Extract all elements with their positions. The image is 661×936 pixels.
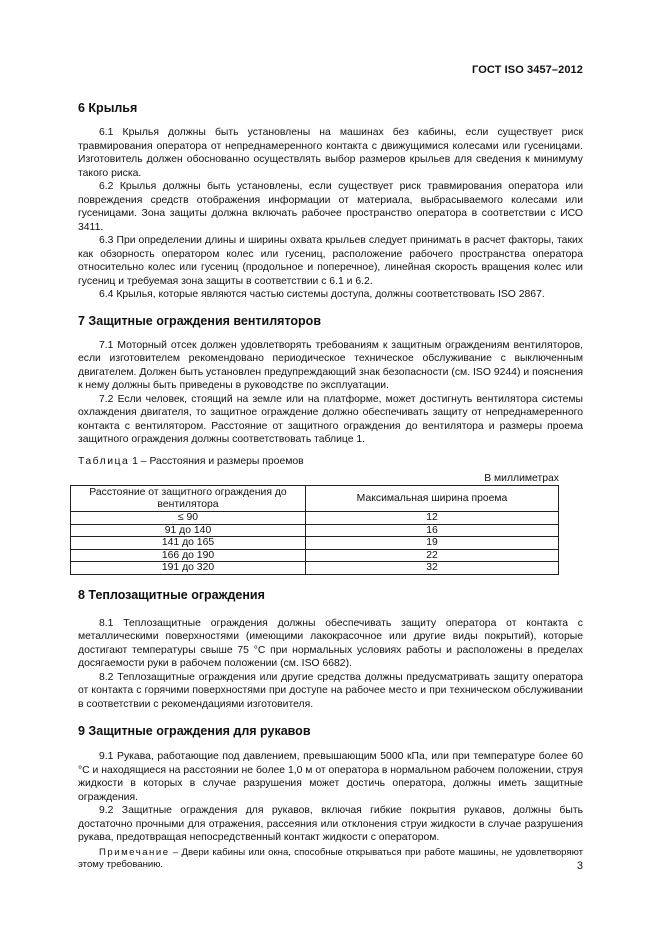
paragraph-9-1: 9.1 Рукава, работающие под давлением, превышающим 5000 кПа, или при температуре более 60 °С и находящиеся на расстоянии не более 1,0 м от оператора в нормальном рабочем положении, струя жидкости в которых в случае разрушения может достичь оператора, должны иметь защитные ограждения. bbox=[78, 751, 584, 803]
page-number: 3 bbox=[576, 860, 583, 872]
paragraph-7-2: 7.2 Если человек, стоящий на земле или на платформе, может достигнуть вентилятора системы охлаждения двигателя, то защитное ограждение должно обеспечивать защиту от непреднамеренного контакта с вентилятором. Расстояние от защитного ограждения до вентилятора и размеры проема защитного ограждения должны соответствовать таблице 1. bbox=[78, 393, 583, 445]
table-caption-label: Таблица bbox=[78, 455, 130, 467]
distance-table bbox=[70, 485, 559, 575]
document-body bbox=[78, 100, 583, 872]
table-header-row bbox=[71, 486, 559, 512]
table-cell-distance: 191 до 320 bbox=[71, 562, 306, 575]
table-row bbox=[71, 512, 559, 525]
paragraph-8-2: 8.2 Теплозащитные ограждения или другие средства должны предусматривать защиту оператора от контакта с горячими поверхностями при доступе на рабочее место и при техническом обслуживании в соответствии с рекомендациями изготовителя. bbox=[78, 671, 583, 710]
paragraph-8-1: 8.1 Теплозащитные ограждения должны обеспечивать защиту оператора от контакта с металлическими поверхностями (имеющими лакокрасочное или другие виды покрытий), которые достигают температуры свыше 75 °С при нормальных условиях работы и расположены в пределах досягаемости руки в рабочем положении (см. ISO 6682). bbox=[78, 617, 583, 669]
section-6-title: 6 Крылья bbox=[78, 101, 138, 115]
note-text: – Двери кабины или окна, способные открываться при работе машины, не удовлетворяют этому требованию. bbox=[78, 846, 583, 870]
table-row bbox=[71, 524, 559, 537]
paragraph-6-1: 6.1 Крылья должны быть установлены на машинах без кабины, если существует риск травмирования оператора от непреднамеренного контакта с движущимися колесами или гусеницами. Изготовитель должен обоснованно осуществлять выбор размеров крыльев для сведения к минимуму такого риска. bbox=[78, 127, 583, 179]
table-cell-width: 12 bbox=[306, 512, 559, 525]
table-cell-distance: 166 до 190 bbox=[71, 549, 306, 562]
paragraph-9-2: 9.2 Защитные ограждения для рукавов, включая гибкие покрытия рукавов, должны быть достаточно прочными для отражения, рассеяния или отклонения струи жидкости в случае разрушения рукава, предотвращая непосредственный контакт жидкости с оператором. bbox=[78, 805, 583, 843]
table-cell-width: 16 bbox=[306, 524, 559, 537]
table-caption-text: 1 – Расстояния и размеры проемов bbox=[129, 455, 304, 467]
paragraph-6-2: 6.2 Крылья должны быть установлены, если существует риск травмирования оператора или повреждения средств отображения информации от материала, выбрасываемого колесами или гусеницами. Зона защиты должна включать рабочее пространство оператора в соответствии с ИСО 3411. bbox=[78, 181, 583, 233]
table-caption bbox=[78, 455, 583, 469]
paragraph-6-3: 6.3 При определении длины и ширины охвата крыльев следует принимать в расчет факторы, таких как обзорность оператором колес или гусениц, расположение рабочего пространства оператора относительно колес или гусениц (продольное и поперечное), линейная скорость вращения колес или гусениц и требуемая зона защиты в соответствии с 6.1 и 6.2. bbox=[78, 235, 583, 287]
table-row bbox=[71, 549, 559, 562]
section-7-title: 7 Защитные ограждения вентиляторов bbox=[78, 313, 321, 328]
section-8-title: 8 Теплозащитные ограждения bbox=[78, 587, 265, 602]
table-units: В миллиметрах bbox=[484, 473, 559, 484]
table-cell-width: 32 bbox=[306, 562, 559, 575]
table-row bbox=[71, 562, 559, 575]
table-header-distance: Расстояние от защитного ограждения до вентилятора bbox=[71, 486, 306, 512]
paragraph-7-1: 7.1 Моторный отсек должен удовлетворять требованиям к защитным ограждениям вентиляторов, если изготовителем рекомендовано периодическое техническое обслуживание с выключенным двигателем. Должен быть установлен предупреждающий знак безопасности (см. ISO 9244) и пояснения к нему должны быть приведены в руководстве по эксплуатации. bbox=[78, 339, 583, 391]
note bbox=[78, 847, 583, 872]
section-9-title: 9 Защитные ограждения для рукавов bbox=[78, 724, 311, 738]
table-cell-width: 22 bbox=[306, 549, 559, 562]
table-header-width: Максимальная ширина проема bbox=[306, 486, 559, 512]
table-cell-distance: 141 до 165 bbox=[71, 537, 306, 550]
table-cell-width: 19 bbox=[306, 537, 559, 550]
table-cell-distance: ≤ 90 bbox=[71, 512, 306, 525]
note-label: Примечание bbox=[99, 846, 170, 858]
table-row bbox=[71, 537, 559, 550]
paragraph-6-4: 6.4 Крылья, которые являются частью системы доступа, должны соответствовать ISO 2867. bbox=[99, 289, 545, 300]
document-header: ГОСТ ISO 3457–2012 bbox=[472, 64, 583, 76]
table-cell-distance: 91 до 140 bbox=[71, 524, 306, 537]
